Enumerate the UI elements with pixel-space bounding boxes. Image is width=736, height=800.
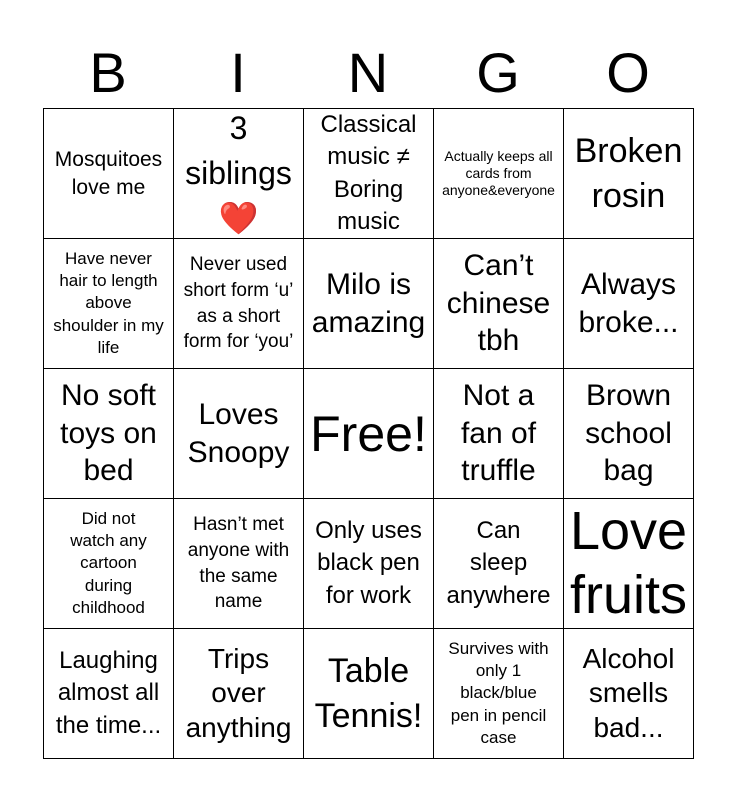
cell-label: Did not watch any cartoon during childhood <box>70 509 147 617</box>
cell-label: Actually keeps all cards from anyone&everyone <box>442 148 555 198</box>
header-letter-o: O <box>606 41 650 104</box>
cell-label: Broken rosin <box>574 132 683 215</box>
cell-label: Survives with only 1 black/blue pen in pencil case <box>448 639 549 747</box>
cell-label: Can sleep anywhere <box>446 516 551 609</box>
bingo-cell[interactable] <box>174 109 304 239</box>
bingo-cell[interactable] <box>434 369 564 499</box>
cell-label: Laughing almost all the time... <box>55 646 162 739</box>
cell-label: Have never hair to length above shoulder in my life <box>53 249 164 357</box>
header-letter-b: B <box>89 41 127 104</box>
bingo-cell[interactable] <box>44 499 174 629</box>
cell-label: Hasn’t met anyone with the same name <box>187 514 290 613</box>
cell-label: Classical music ≠ Boring music <box>320 110 417 235</box>
bingo-cell[interactable] <box>44 369 174 499</box>
cell-label: Always broke... <box>578 268 679 339</box>
bingo-cell[interactable] <box>174 629 304 759</box>
cell-label: Alcohol smells bad... <box>582 643 675 743</box>
cell-label: Trips over anything <box>185 643 292 743</box>
header-letter-n: N <box>347 41 389 104</box>
bingo-header <box>43 38 693 108</box>
cell-label: No soft toys on bed <box>60 379 157 488</box>
cell-label: Loves Snoopy <box>187 398 290 469</box>
bingo-cell[interactable] <box>174 239 304 369</box>
bingo-cell[interactable] <box>564 109 694 239</box>
bingo-cell[interactable] <box>44 239 174 369</box>
cell-label: Table Tennis! <box>314 652 423 735</box>
bingo-cell[interactable] <box>434 499 564 629</box>
cell-label: Milo is amazing <box>311 268 426 339</box>
cell-label: Only uses black pen for work <box>315 516 422 609</box>
cell-label: Free! <box>310 405 427 462</box>
bingo-cell[interactable] <box>304 499 434 629</box>
cell-label: Not a fan of truffle <box>460 379 537 488</box>
cell-label: Love fruits <box>569 500 688 625</box>
bingo-cell[interactable] <box>434 239 564 369</box>
header-letter-i: I <box>230 41 246 104</box>
bingo-cell[interactable] <box>44 109 174 239</box>
bingo-cell[interactable] <box>174 499 304 629</box>
bingo-board <box>43 108 694 759</box>
cell-label: Brown school bag <box>585 379 672 488</box>
bingo-cell[interactable] <box>304 109 434 239</box>
bingo-cell[interactable] <box>304 629 434 759</box>
free-space[interactable] <box>304 369 434 499</box>
bingo-cell[interactable] <box>304 239 434 369</box>
bingo-cell[interactable] <box>564 629 694 759</box>
bingo-cell[interactable] <box>564 499 694 629</box>
bingo-cell[interactable] <box>44 629 174 759</box>
bingo-cell[interactable] <box>564 369 694 499</box>
bingo-cell[interactable] <box>434 109 564 239</box>
cell-label: Can’t chinese tbh <box>446 249 551 358</box>
bingo-cell[interactable] <box>564 239 694 369</box>
header-letter-g: G <box>476 41 520 104</box>
bingo-cell[interactable] <box>174 369 304 499</box>
cell-label: Mosquitoes love me <box>54 148 163 199</box>
cell-label: Never used short form ‘u’ as a short form for ‘you’ <box>183 254 294 353</box>
cell-label: 3 siblings ❤️ <box>185 110 292 236</box>
bingo-cell[interactable] <box>434 629 564 759</box>
